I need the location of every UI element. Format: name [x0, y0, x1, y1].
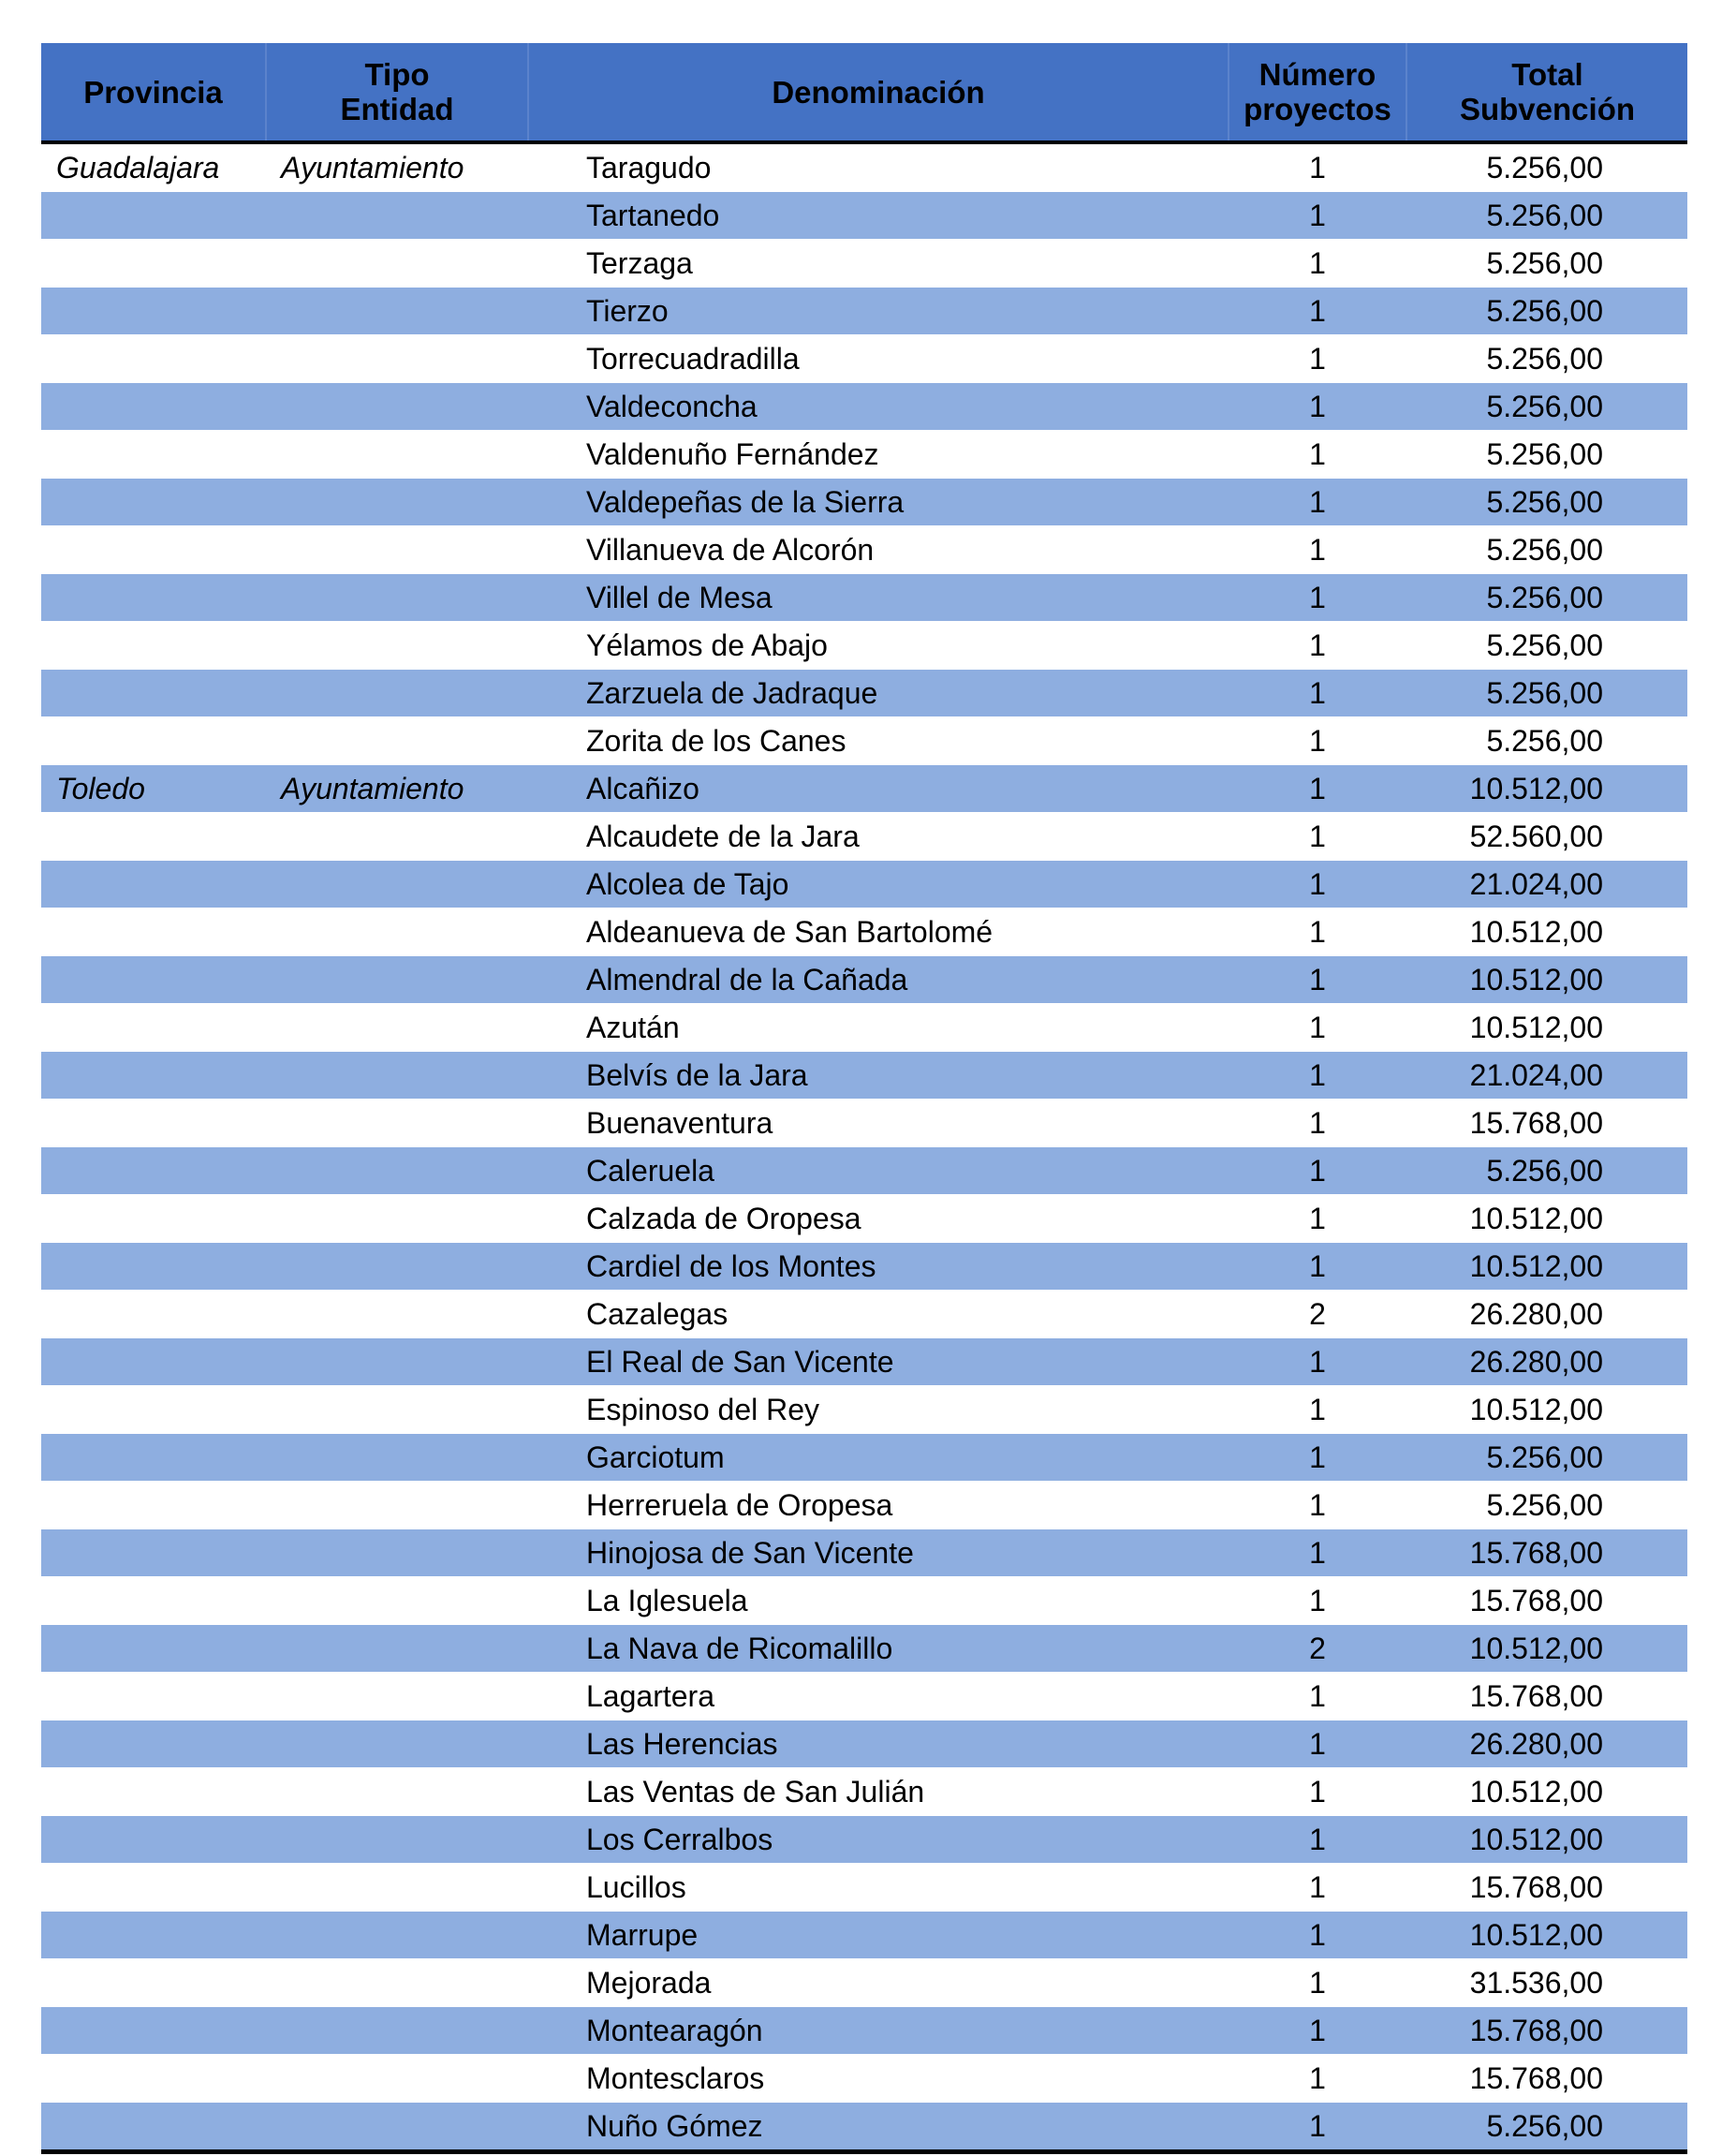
cell-denominacion: Torrecuadradilla	[586, 342, 800, 376]
header-numero-line2: proyectos	[1244, 92, 1391, 126]
header-tipo-entidad	[266, 43, 528, 142]
cell-total-subvencion: 5.256,00	[1406, 670, 1687, 717]
cell-total-subvencion: 5.256,00	[1486, 437, 1603, 471]
cell-provincia	[41, 717, 266, 765]
table-row	[41, 1768, 1687, 1816]
cell-total-subvencion: 10.512,00	[1406, 956, 1687, 1004]
cell-total-subvencion: 5.256,00	[1406, 574, 1687, 622]
table-row	[41, 1529, 1687, 1577]
cell-denominacion: Taragudo	[586, 151, 712, 185]
cell-denominacion: Lagartera	[586, 1679, 714, 1713]
cell-denominacion: Buenaventura	[586, 1106, 773, 1140]
table-row	[41, 1864, 1687, 1912]
cell-tipo-entidad	[266, 240, 528, 288]
cell-tipo-entidad	[266, 1291, 528, 1338]
cell-numero-proyectos: 2	[1309, 1297, 1326, 1331]
cell-provincia	[41, 1243, 266, 1291]
cell-provincia	[41, 861, 266, 908]
header-total-line1: Total	[1511, 57, 1583, 92]
cell-tipo-entidad	[266, 908, 528, 956]
cell-numero-proyectos: 1	[1309, 1584, 1326, 1617]
cell-total-subvencion: 21.024,00	[1406, 861, 1687, 908]
cell-denominacion: Terzaga	[586, 246, 693, 280]
cell-provincia	[41, 1529, 266, 1577]
header-provincia	[41, 43, 266, 142]
cell-total-subvencion: 5.256,00	[1406, 383, 1687, 431]
cell-total-subvencion: 5.256,00	[1406, 2103, 1687, 2152]
table-row	[41, 526, 1687, 574]
cell-tipo-entidad	[266, 288, 528, 335]
cell-tipo-entidad	[266, 670, 528, 717]
cell-numero-proyectos: 1	[1229, 765, 1406, 813]
cell-tipo-entidad	[266, 574, 528, 622]
header-total-line2: Subvención	[1459, 92, 1636, 126]
cell-denominacion: Marrupe	[528, 1912, 1229, 1959]
cell-total-subvencion: 5.256,00	[1406, 1147, 1687, 1195]
cell-tipo-entidad	[266, 526, 528, 574]
cell-tipo-entidad	[266, 1673, 528, 1720]
cell-total-subvencion: 10.512,00	[1406, 1912, 1687, 1959]
cell-numero-proyectos: 1	[1229, 383, 1406, 431]
table-row	[41, 670, 1687, 717]
cell-numero-proyectos: 1	[1229, 956, 1406, 1004]
cell-tipo-entidad	[266, 1147, 528, 1195]
cell-denominacion: El Real de San Vicente	[528, 1338, 1229, 1386]
cell-tipo-entidad	[266, 1577, 528, 1625]
cell-numero-proyectos: 1	[1309, 628, 1326, 662]
cell-provincia	[41, 574, 266, 622]
cell-provincia	[41, 383, 266, 431]
cell-numero-proyectos: 1	[1229, 861, 1406, 908]
table-row	[41, 765, 1687, 813]
cell-numero-proyectos: 1	[1229, 1529, 1406, 1577]
table-row	[41, 1482, 1687, 1529]
cell-tipo-entidad	[266, 1195, 528, 1243]
cell-provincia	[41, 813, 266, 861]
cell-provincia	[41, 479, 266, 526]
cell-numero-proyectos: 1	[1309, 915, 1326, 949]
cell-numero-proyectos: 1	[1229, 1720, 1406, 1768]
cell-provincia	[41, 1625, 266, 1673]
cell-numero-proyectos: 1	[1229, 288, 1406, 335]
cell-provincia	[41, 1100, 266, 1147]
header-total-subvencion	[1406, 43, 1687, 142]
cell-tipo-entidad	[266, 431, 528, 479]
cell-numero-proyectos: 1	[1229, 2103, 1406, 2152]
header-denominacion-label: Denominación	[772, 74, 985, 110]
cell-provincia	[41, 1434, 266, 1482]
cell-denominacion: Las Herencias	[528, 1720, 1229, 1768]
cell-total-subvencion: 10.512,00	[1469, 1011, 1603, 1044]
cell-provincia	[41, 1768, 266, 1816]
cell-provincia	[41, 431, 266, 479]
table-row	[41, 192, 1687, 240]
cell-denominacion: Cazalegas	[586, 1297, 729, 1331]
cell-tipo-entidad	[266, 192, 528, 240]
cell-denominacion: Calzada de Oropesa	[586, 1202, 861, 1235]
cell-tipo-entidad	[266, 2103, 528, 2152]
header-provincia-label: Provincia	[83, 74, 223, 110]
cell-provincia	[41, 622, 266, 670]
table-row	[41, 1195, 1687, 1243]
table-row	[41, 1386, 1687, 1434]
cell-total-subvencion: 10.512,00	[1406, 765, 1687, 813]
cell-tipo-entidad	[266, 861, 528, 908]
cell-numero-proyectos: 1	[1309, 1202, 1326, 1235]
cell-provincia	[41, 1959, 266, 2007]
cell-denominacion: Hinojosa de San Vicente	[528, 1529, 1229, 1577]
cell-tipo-entidad	[266, 813, 528, 861]
cell-tipo-entidad	[266, 1100, 528, 1147]
cell-denominacion: Alcañizo	[528, 765, 1229, 813]
cell-denominacion: Garciotum	[528, 1434, 1229, 1482]
table-row	[41, 2055, 1687, 2103]
table-row	[41, 1338, 1687, 1386]
cell-total-subvencion: 5.256,00	[1486, 246, 1603, 280]
cell-provincia	[41, 1195, 266, 1243]
cell-total-subvencion: 21.024,00	[1406, 1052, 1687, 1100]
cell-tipo-entidad	[266, 1004, 528, 1052]
cell-denominacion: Zorita de los Canes	[586, 724, 846, 758]
cell-total-subvencion: 5.256,00	[1406, 192, 1687, 240]
cell-total-subvencion: 15.768,00	[1469, 1679, 1603, 1713]
cell-provincia	[41, 1816, 266, 1864]
table-row	[41, 1673, 1687, 1720]
cell-denominacion: Los Cerralbos	[528, 1816, 1229, 1864]
cell-tipo-entidad	[266, 383, 528, 431]
table-row	[41, 479, 1687, 526]
cell-total-subvencion: 31.536,00	[1469, 1966, 1603, 2000]
cell-numero-proyectos: 1	[1309, 2061, 1326, 2095]
cell-total-subvencion: 26.280,00	[1406, 1720, 1687, 1768]
cell-tipo-entidad	[266, 622, 528, 670]
cell-provincia	[41, 670, 266, 717]
cell-denominacion: Belvís de la Jara	[528, 1052, 1229, 1100]
cell-provincia	[41, 1577, 266, 1625]
table-row	[41, 1959, 1687, 2007]
cell-tipo-entidad	[266, 1864, 528, 1912]
cell-total-subvencion: 10.512,00	[1469, 1775, 1603, 1809]
cell-numero-proyectos: 1	[1309, 151, 1326, 185]
cell-total-subvencion: 5.256,00	[1406, 479, 1687, 526]
cell-numero-proyectos: 1	[1309, 533, 1326, 567]
table-row	[41, 383, 1687, 431]
cell-provincia	[41, 1720, 266, 1768]
cell-provincia	[41, 2103, 266, 2152]
table-row	[41, 1004, 1687, 1052]
cell-tipo-entidad	[266, 1720, 528, 1768]
cell-denominacion: Villanueva de Alcorón	[586, 533, 875, 567]
table-row	[41, 1434, 1687, 1482]
cell-numero-proyectos: 1	[1309, 1106, 1326, 1140]
cell-denominacion: Azután	[586, 1011, 680, 1044]
cell-numero-proyectos: 1	[1229, 1434, 1406, 1482]
cell-numero-proyectos: 1	[1309, 1679, 1326, 1713]
cell-denominacion: Tierzo	[528, 288, 1229, 335]
cell-tipo-entidad	[266, 335, 528, 383]
table-row	[41, 717, 1687, 765]
cell-numero-proyectos: 1	[1309, 1966, 1326, 2000]
cell-total-subvencion: 15.768,00	[1469, 1870, 1603, 1904]
cell-total-subvencion: 5.256,00	[1486, 533, 1603, 567]
cell-total-subvencion: 26.280,00	[1469, 1297, 1603, 1331]
cell-numero-proyectos: 1	[1309, 724, 1326, 758]
cell-provincia	[41, 288, 266, 335]
cell-denominacion: Valdeconcha	[528, 383, 1229, 431]
table-row	[41, 1147, 1687, 1195]
table-row	[41, 335, 1687, 383]
cell-provincia	[41, 908, 266, 956]
cell-provincia	[41, 956, 266, 1004]
cell-denominacion: Nuño Gómez	[528, 2103, 1229, 2152]
cell-numero-proyectos: 1	[1309, 1488, 1326, 1522]
cell-denominacion: Herreruela de Oropesa	[586, 1488, 893, 1522]
header-numero-proyectos	[1229, 43, 1406, 142]
cell-numero-proyectos: 1	[1229, 670, 1406, 717]
cell-total-subvencion: 5.256,00	[1486, 724, 1603, 758]
table-row	[41, 956, 1687, 1004]
cell-total-subvencion: 5.256,00	[1406, 288, 1687, 335]
cell-numero-proyectos: 1	[1309, 246, 1326, 280]
cell-denominacion: Aldeanueva de San Bartolomé	[586, 915, 993, 949]
table-header	[41, 43, 1687, 142]
cell-provincia	[41, 526, 266, 574]
cell-provincia	[41, 240, 266, 288]
cell-denominacion: Alcolea de Tajo	[528, 861, 1229, 908]
cell-tipo-entidad	[266, 1768, 528, 1816]
cell-numero-proyectos: 1	[1229, 192, 1406, 240]
cell-denominacion: La Iglesuela	[586, 1584, 748, 1617]
cell-provincia	[41, 335, 266, 383]
cell-provincia	[41, 1004, 266, 1052]
table-row	[41, 861, 1687, 908]
table-row	[41, 1720, 1687, 1768]
cell-total-subvencion: 15.768,00	[1406, 1529, 1687, 1577]
header-numero-line1: Número	[1258, 57, 1376, 92]
table-row	[41, 1243, 1687, 1291]
cell-total-subvencion: 5.256,00	[1486, 1488, 1603, 1522]
cell-provincia	[41, 1338, 266, 1386]
cell-total-subvencion: 5.256,00	[1486, 151, 1603, 185]
cell-tipo-entidad	[266, 1529, 528, 1577]
cell-tipo-entidad	[266, 479, 528, 526]
cell-total-subvencion: 10.512,00	[1469, 1202, 1603, 1235]
cell-denominacion: Almendral de la Cañada	[528, 956, 1229, 1004]
table-row	[41, 1100, 1687, 1147]
cell-tipo-entidad	[266, 1482, 528, 1529]
cell-denominacion: Zarzuela de Jadraque	[528, 670, 1229, 717]
cell-provincia	[41, 1386, 266, 1434]
cell-denominacion: Mejorada	[586, 1966, 712, 2000]
cell-tipo-entidad	[266, 1052, 528, 1100]
cell-tipo-entidad	[266, 1243, 528, 1291]
cell-tipo-entidad	[266, 2055, 528, 2103]
table-row	[41, 2103, 1687, 2152]
table-row	[41, 1625, 1687, 1673]
cell-numero-proyectos: 1	[1309, 1870, 1326, 1904]
cell-tipo-entidad	[266, 2007, 528, 2055]
cell-provincia	[41, 1673, 266, 1720]
table-body	[41, 142, 1687, 2152]
cell-numero-proyectos: 1	[1309, 1011, 1326, 1044]
cell-tipo-entidad	[266, 1912, 528, 1959]
cell-numero-proyectos: 1	[1309, 820, 1326, 853]
cell-numero-proyectos: 1	[1229, 574, 1406, 622]
table-row	[41, 288, 1687, 335]
cell-denominacion: Valdenuño Fernández	[586, 437, 879, 471]
cell-provincia	[41, 1482, 266, 1529]
table-row	[41, 431, 1687, 479]
cell-tipo-entidad	[266, 1434, 528, 1482]
cell-numero-proyectos: 1	[1309, 1775, 1326, 1809]
cell-total-subvencion: 26.280,00	[1406, 1338, 1687, 1386]
cell-denominacion: Yélamos de Abajo	[586, 628, 828, 662]
header-tipo-line1: Tipo	[364, 57, 430, 92]
table-row	[41, 622, 1687, 670]
header-row	[41, 43, 1687, 142]
cell-total-subvencion: 5.256,00	[1486, 628, 1603, 662]
cell-numero-proyectos: 1	[1229, 1052, 1406, 1100]
cell-total-subvencion: 10.512,00	[1469, 915, 1603, 949]
cell-tipo-entidad	[266, 1386, 528, 1434]
cell-total-subvencion: 15.768,00	[1469, 2061, 1603, 2095]
cell-numero-proyectos: 1	[1229, 1243, 1406, 1291]
cell-numero-proyectos: 1	[1309, 437, 1326, 471]
cell-tipo-entidad: Ayuntamiento	[281, 151, 464, 185]
cell-provincia	[41, 1147, 266, 1195]
cell-total-subvencion: 10.512,00	[1406, 1243, 1687, 1291]
cell-total-subvencion: 10.512,00	[1406, 1625, 1687, 1673]
cell-numero-proyectos: 1	[1229, 1816, 1406, 1864]
table-row	[41, 2007, 1687, 2055]
cell-numero-proyectos: 1	[1229, 1147, 1406, 1195]
table-row	[41, 908, 1687, 956]
cell-denominacion: Cardiel de los Montes	[528, 1243, 1229, 1291]
cell-provincia	[41, 2055, 266, 2103]
cell-denominacion: Tartanedo	[528, 192, 1229, 240]
cell-total-subvencion: 15.768,00	[1406, 2007, 1687, 2055]
table-row	[41, 1577, 1687, 1625]
cell-tipo-entidad	[266, 1625, 528, 1673]
table-row	[41, 1291, 1687, 1338]
cell-total-subvencion: 10.512,00	[1406, 1816, 1687, 1864]
cell-total-subvencion: 52.560,00	[1469, 820, 1603, 853]
cell-total-subvencion: 5.256,00	[1406, 1434, 1687, 1482]
cell-denominacion: La Nava de Ricomalillo	[528, 1625, 1229, 1673]
table-row	[41, 1052, 1687, 1100]
header-denominacion	[528, 43, 1229, 142]
cell-tipo-entidad	[266, 1816, 528, 1864]
cell-denominacion: Lucillos	[586, 1870, 686, 1904]
table-row	[41, 240, 1687, 288]
cell-provincia	[41, 1291, 266, 1338]
cell-denominacion: Villel de Mesa	[528, 574, 1229, 622]
table-row	[41, 813, 1687, 861]
cell-denominacion: Valdepeñas de la Sierra	[528, 479, 1229, 526]
cell-total-subvencion: 5.256,00	[1486, 342, 1603, 376]
cell-provincia	[41, 1864, 266, 1912]
cell-provincia: Toledo	[41, 765, 266, 813]
cell-denominacion: Espinoso del Rey	[586, 1393, 820, 1426]
cell-numero-proyectos: 2	[1229, 1625, 1406, 1673]
header-tipo-line2: Entidad	[340, 92, 454, 126]
cell-total-subvencion: 10.512,00	[1469, 1393, 1603, 1426]
cell-tipo-entidad	[266, 1959, 528, 2007]
cell-provincia: Guadalajara	[56, 151, 220, 185]
cell-numero-proyectos: 1	[1309, 342, 1326, 376]
cell-numero-proyectos: 1	[1229, 2007, 1406, 2055]
cell-total-subvencion: 15.768,00	[1469, 1584, 1603, 1617]
cell-denominacion: Montearagón	[528, 2007, 1229, 2055]
cell-provincia	[41, 2007, 266, 2055]
cell-tipo-entidad: Ayuntamiento	[266, 765, 528, 813]
table-row	[41, 574, 1687, 622]
cell-provincia	[41, 192, 266, 240]
table-row	[41, 142, 1687, 192]
cell-denominacion: Las Ventas de San Julián	[586, 1775, 925, 1809]
table-row	[41, 1816, 1687, 1864]
cell-tipo-entidad	[266, 956, 528, 1004]
cell-denominacion: Caleruela	[528, 1147, 1229, 1195]
cell-provincia	[41, 1052, 266, 1100]
table-row	[41, 1912, 1687, 1959]
cell-provincia	[41, 1912, 266, 1959]
cell-numero-proyectos: 1	[1309, 1393, 1326, 1426]
cell-numero-proyectos: 1	[1229, 1338, 1406, 1386]
cell-numero-proyectos: 1	[1229, 479, 1406, 526]
cell-denominacion: Montesclaros	[586, 2061, 765, 2095]
cell-tipo-entidad	[266, 1338, 528, 1386]
cell-denominacion: Alcaudete de la Jara	[586, 820, 860, 853]
subvenciones-table	[41, 43, 1687, 2154]
cell-numero-proyectos: 1	[1229, 1912, 1406, 1959]
cell-total-subvencion: 15.768,00	[1469, 1106, 1603, 1140]
cell-tipo-entidad	[266, 717, 528, 765]
